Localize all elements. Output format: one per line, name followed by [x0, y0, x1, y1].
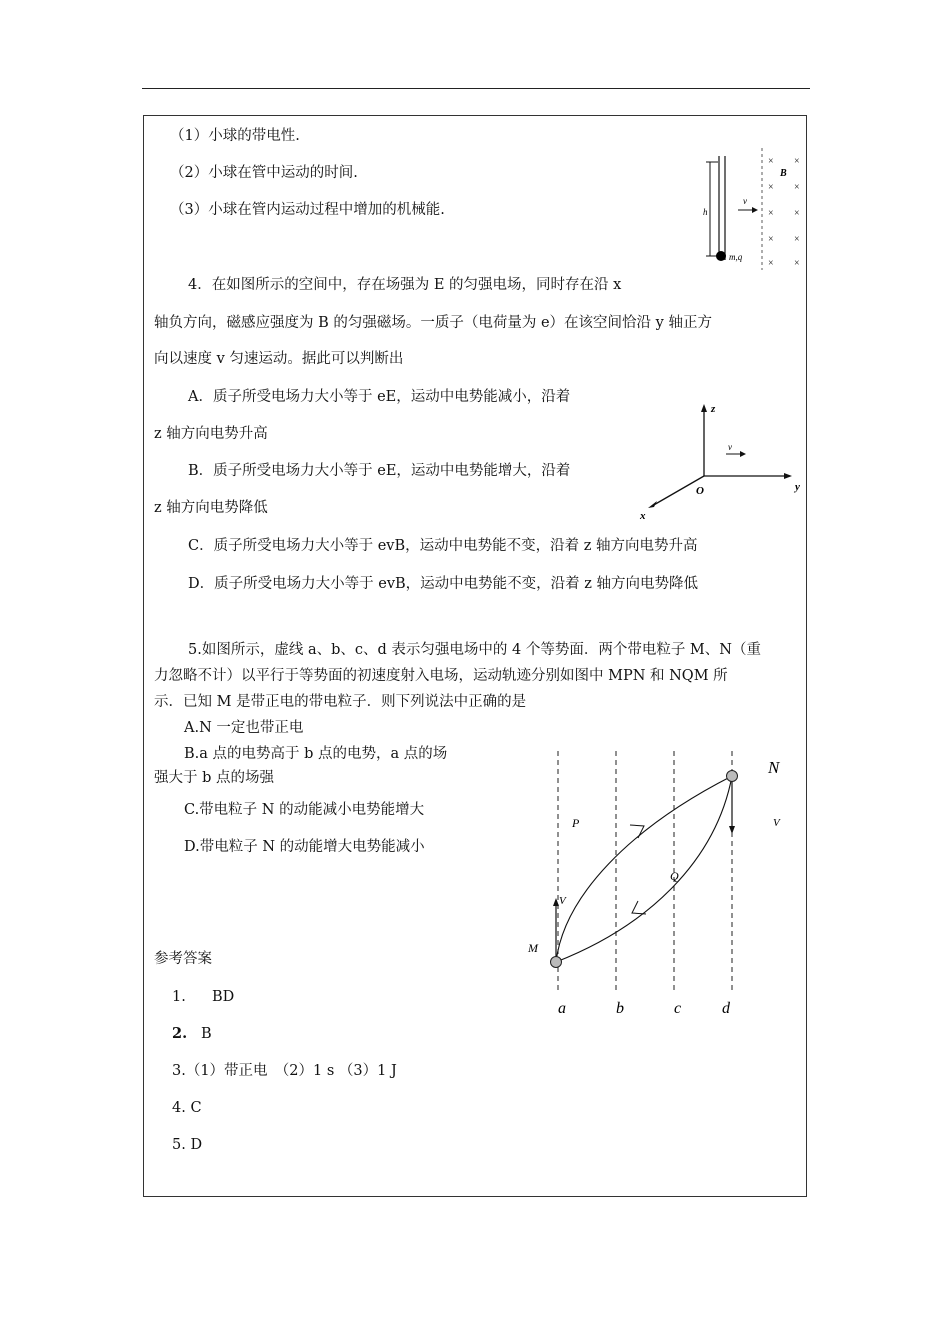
svg-text:×: ×	[768, 156, 774, 167]
svg-text:×: ×	[794, 258, 800, 269]
answer-2-value: B	[201, 1026, 212, 1042]
fig3-b-label: b	[616, 1000, 624, 1017]
q5-intro-2: 力忽略不计）以平行于等势面的初速度射入电场，运动轨迹分别如图中 MPN 和 NQM 所	[154, 668, 728, 684]
fig3-c-label: c	[674, 1000, 682, 1017]
answer-5: 5. D	[172, 1137, 203, 1153]
q4-option-a-line2: z 轴方向电势升高	[154, 426, 268, 442]
answer-3: 3.（1）带正电 （2）1 s （3）1 J	[172, 1063, 397, 1079]
fig3-p-label: P	[572, 816, 580, 830]
answer-4: 4. C	[172, 1100, 202, 1116]
fig2-z-label: z	[711, 403, 716, 415]
svg-text:×: ×	[768, 182, 774, 193]
svg-text:×: ×	[768, 234, 774, 245]
q4-option-c: C．质子所受电场力大小等于 evB，运动中电势能不变，沿着 z 轴方向电势升高	[188, 538, 698, 554]
answer-1-number: 1.	[172, 989, 186, 1005]
fig3-q-label: Q	[670, 869, 679, 883]
trajectory-nqm	[556, 776, 732, 962]
trajectory-mpn	[556, 776, 732, 962]
q4-intro-3: 向以速度 v 匀速运动。据此可以判断出	[154, 351, 404, 367]
answer-2-number: 2.	[172, 1025, 188, 1042]
fig1-B-label: B	[780, 168, 787, 179]
answers-title: 参考答案	[154, 951, 212, 967]
fig3-a-label: a	[558, 1000, 566, 1017]
trajectory-arrow-p	[630, 825, 644, 838]
q5-intro-3: 示．已知 M 是带正电的带电粒子．则下列说法中正确的是	[154, 694, 527, 710]
ball-dot	[716, 251, 726, 261]
fig2-o-label: O	[696, 485, 704, 497]
q4-intro-1: 4．在如图所示的空间中，存在场强为 E 的匀强电场，同时存在沿 x	[188, 277, 622, 293]
equipotential-trajectory-figure	[520, 746, 800, 1024]
fig3-m-label: M	[528, 941, 538, 955]
q4-option-d: D．质子所受电场力大小等于 evB，运动中电势能不变，沿着 z 轴方向电势降低	[188, 576, 699, 592]
svg-text:×: ×	[768, 258, 774, 269]
q4-option-b-line1: B．质子所受电场力大小等于 eE，运动中电势能增大，沿着	[188, 463, 571, 479]
q3-sub-2: （2）小球在管中运动的时间.	[170, 165, 358, 181]
answer-1-value: BD	[212, 989, 235, 1005]
fig1-mq-label: m,q	[729, 252, 743, 262]
svg-text:×: ×	[768, 208, 774, 219]
q4-option-a-line1: A．质子所受电场力大小等于 eE，运动中电势能减小，沿着	[188, 389, 571, 405]
q5-option-a: A.N 一定也带正电	[184, 720, 304, 736]
q5-intro-1: 5.如图所示，虚线 a、b、c、d 表示匀强电场中的 4 个等势面．两个带电粒子 M、N（重	[188, 642, 761, 658]
fig3-d-label: d	[722, 1000, 730, 1017]
q4-option-b-line2: z 轴方向电势降低	[154, 500, 268, 516]
fig2-v-label: v	[728, 442, 732, 452]
fig1-h-label: h	[703, 207, 708, 217]
tube-magnetic-field-figure	[700, 148, 810, 270]
q5-option-c: C.带电粒子 N 的动能减小电势能增大	[184, 802, 425, 818]
svg-text:×: ×	[794, 234, 800, 245]
svg-text:×: ×	[794, 208, 800, 219]
coordinate-axes-figure	[632, 398, 810, 526]
trajectory-arrow-q	[632, 901, 646, 914]
svg-text:×: ×	[794, 156, 800, 167]
particle-n	[727, 771, 738, 782]
svg-text:×: ×	[794, 182, 800, 193]
fig3-v-left-label: V	[559, 895, 566, 907]
q3-sub-3: （3）小球在管内运动过程中增加的机械能.	[170, 202, 445, 218]
fig3-n-label: N	[768, 758, 780, 777]
fig1-v-label: v	[743, 196, 747, 206]
q4-intro-2: 轴负方向，磁感应强度为 B 的匀强磁场。一质子（电荷量为 e）在该空间恰沿 y 轴正方	[154, 315, 712, 331]
fig3-v-right-label: V	[773, 817, 780, 829]
fig2-x-label: x	[640, 510, 646, 522]
fig2-y-label: y	[795, 481, 800, 493]
q3-sub-1: （1）小球的带电性.	[170, 128, 300, 144]
q5-option-d: D.带电粒子 N 的动能增大电势能减小	[184, 839, 425, 855]
q5-option-b-line1: B.a 点的电势高于 b 点的电势，a 点的场	[184, 746, 448, 762]
particle-m	[551, 957, 562, 968]
velocity-arrow-n	[729, 826, 735, 834]
q5-option-b-line2: 强大于 b 点的场强	[154, 770, 274, 786]
header-rule	[142, 88, 810, 89]
